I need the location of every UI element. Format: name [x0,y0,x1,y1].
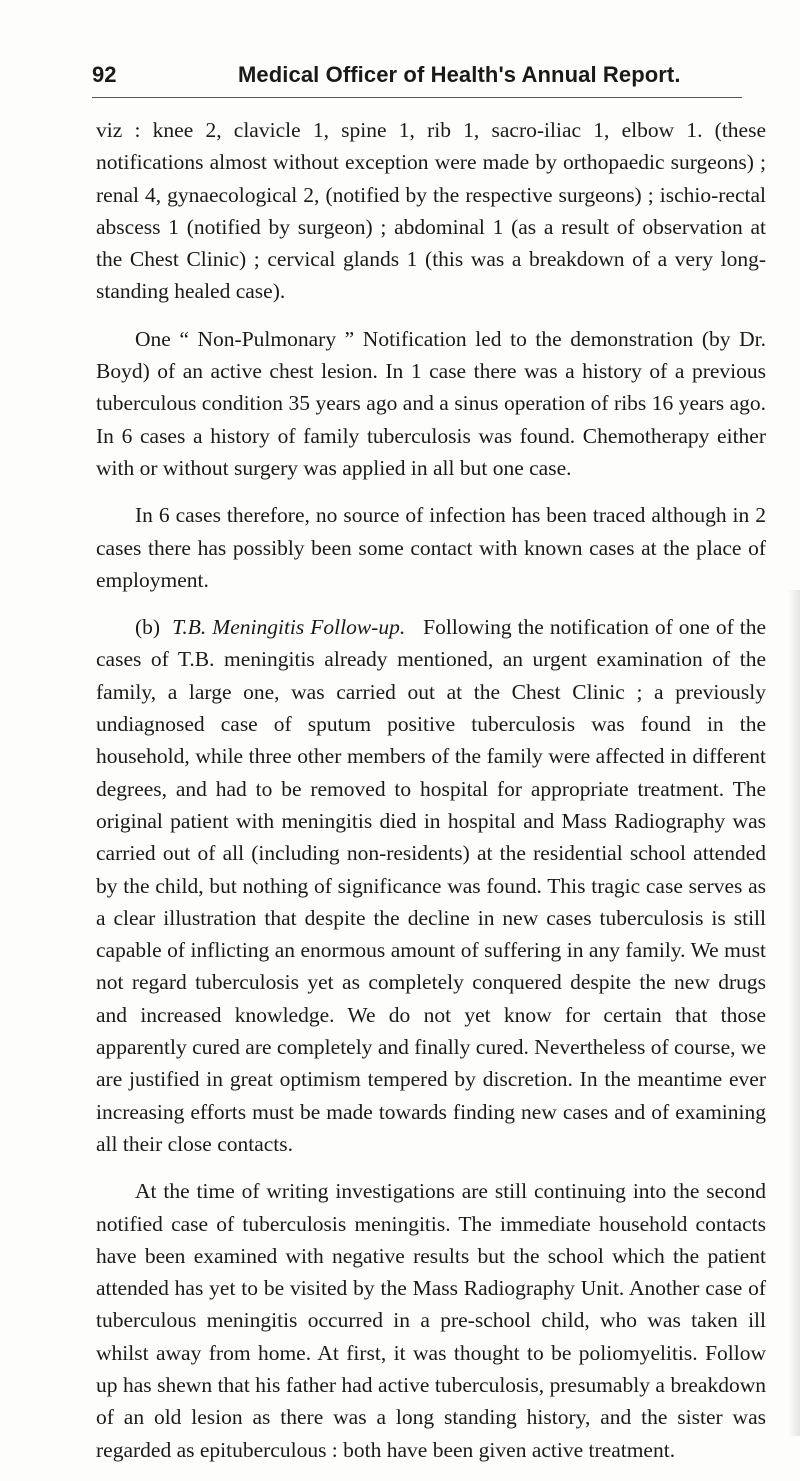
paragraph-source-of-infection: In 6 cases therefore, no source of infection has been traced although in 2 cases there has possibly been some contact with known cases at the place of employment. [96,503,766,592]
body-text [96,114,766,1481]
page-header [92,60,742,96]
paragraph-non-pulmonary: One “ Non-Pulmonary ” Notification led to the demonstration (by Dr. Boyd) of an active chest lesion. In 1 case there was a history of a previous tuberculous condition 35 years ago and a sinus operation of ribs 16 years ago. In 6 cases a history of family tuberculosis was found. Chemotherapy either with or without surgery was applied in all but one case. [96,326,766,480]
header-rule [92,97,742,98]
paragraph-investigations: At the time of writing investigations are still continuing into the second notified case of tuberculosis meningitis. The immediate household contacts have been examined with negative results but the school which the patient attended has yet to be visited by the Mass Radiography Unit. Another case of tuberculous meningitis occurred in a pre-school child, who was taken ill whilst away from home. At first, it was thought to be poliomyelitis. Follow up has shewn that his father had active tuberculosis, presumably a breakdown of an old lesion as there was a long standing history, and the sister was regarded as epituberculous : both have been given active treatment. [96,1179,766,1462]
page-edge-shadow [788,590,800,1436]
paragraph-heading: T.B. Meningitis Follow-up. [172,615,406,640]
paragraph-notifications-list: viz : knee 2, clavicle 1, spine 1, rib 1, sacro-iliac 1, elbow 1. (these notifications almost without exception were made by orthopaedic surgeons) ; renal 4, gynaecological 2, (notified by the respective surgeons) ; ischio-rectal abscess 1 (notified by surgeon) ; abdominal 1 (as a result of observation at the Chest Clinic) ; cervical glands 1 (this was a breakdown of a very long-standing healed case). [96,118,766,304]
running-head-title: Medical Officer of Health's Annual Report. [238,62,681,87]
paragraph-body: Following the notification of one of the cases of T.B. meningitis already mentioned, an urgent examination of the family, a large one, was carried out at the Chest Clinic ; a previously undiagnosed case of sputum positive tuberculosis was found in the household, while three other members of the family were affected in different degrees, and had to be removed to hospital for appropriate treatment. The original patient with meningitis died in hospital and Mass Radiography was carried out of all (including non-residents) at the residential school attended by the child, but nothing of significance was found. This tragic case serves as a clear illustration that despite the decline in new cases tuberculosis is still capable of inflicting an enormous amount of suffering in any family. We must not regard tuberculosis yet as completely conquered despite the new drugs and increased knowledge. We do not yet know for certain that those apparently cured are completely and finally cured. Nevertheless of course, we are justified in great optimism tempered by discretion. In the meantime ever increasing efforts must be made towards finding new cases and of examining all their close contacts. [96,615,767,1156]
paragraph-meningitis-follow-up [96,611,766,1160]
page-number: 92 [92,62,117,87]
paragraph-label: (b) [135,615,161,640]
